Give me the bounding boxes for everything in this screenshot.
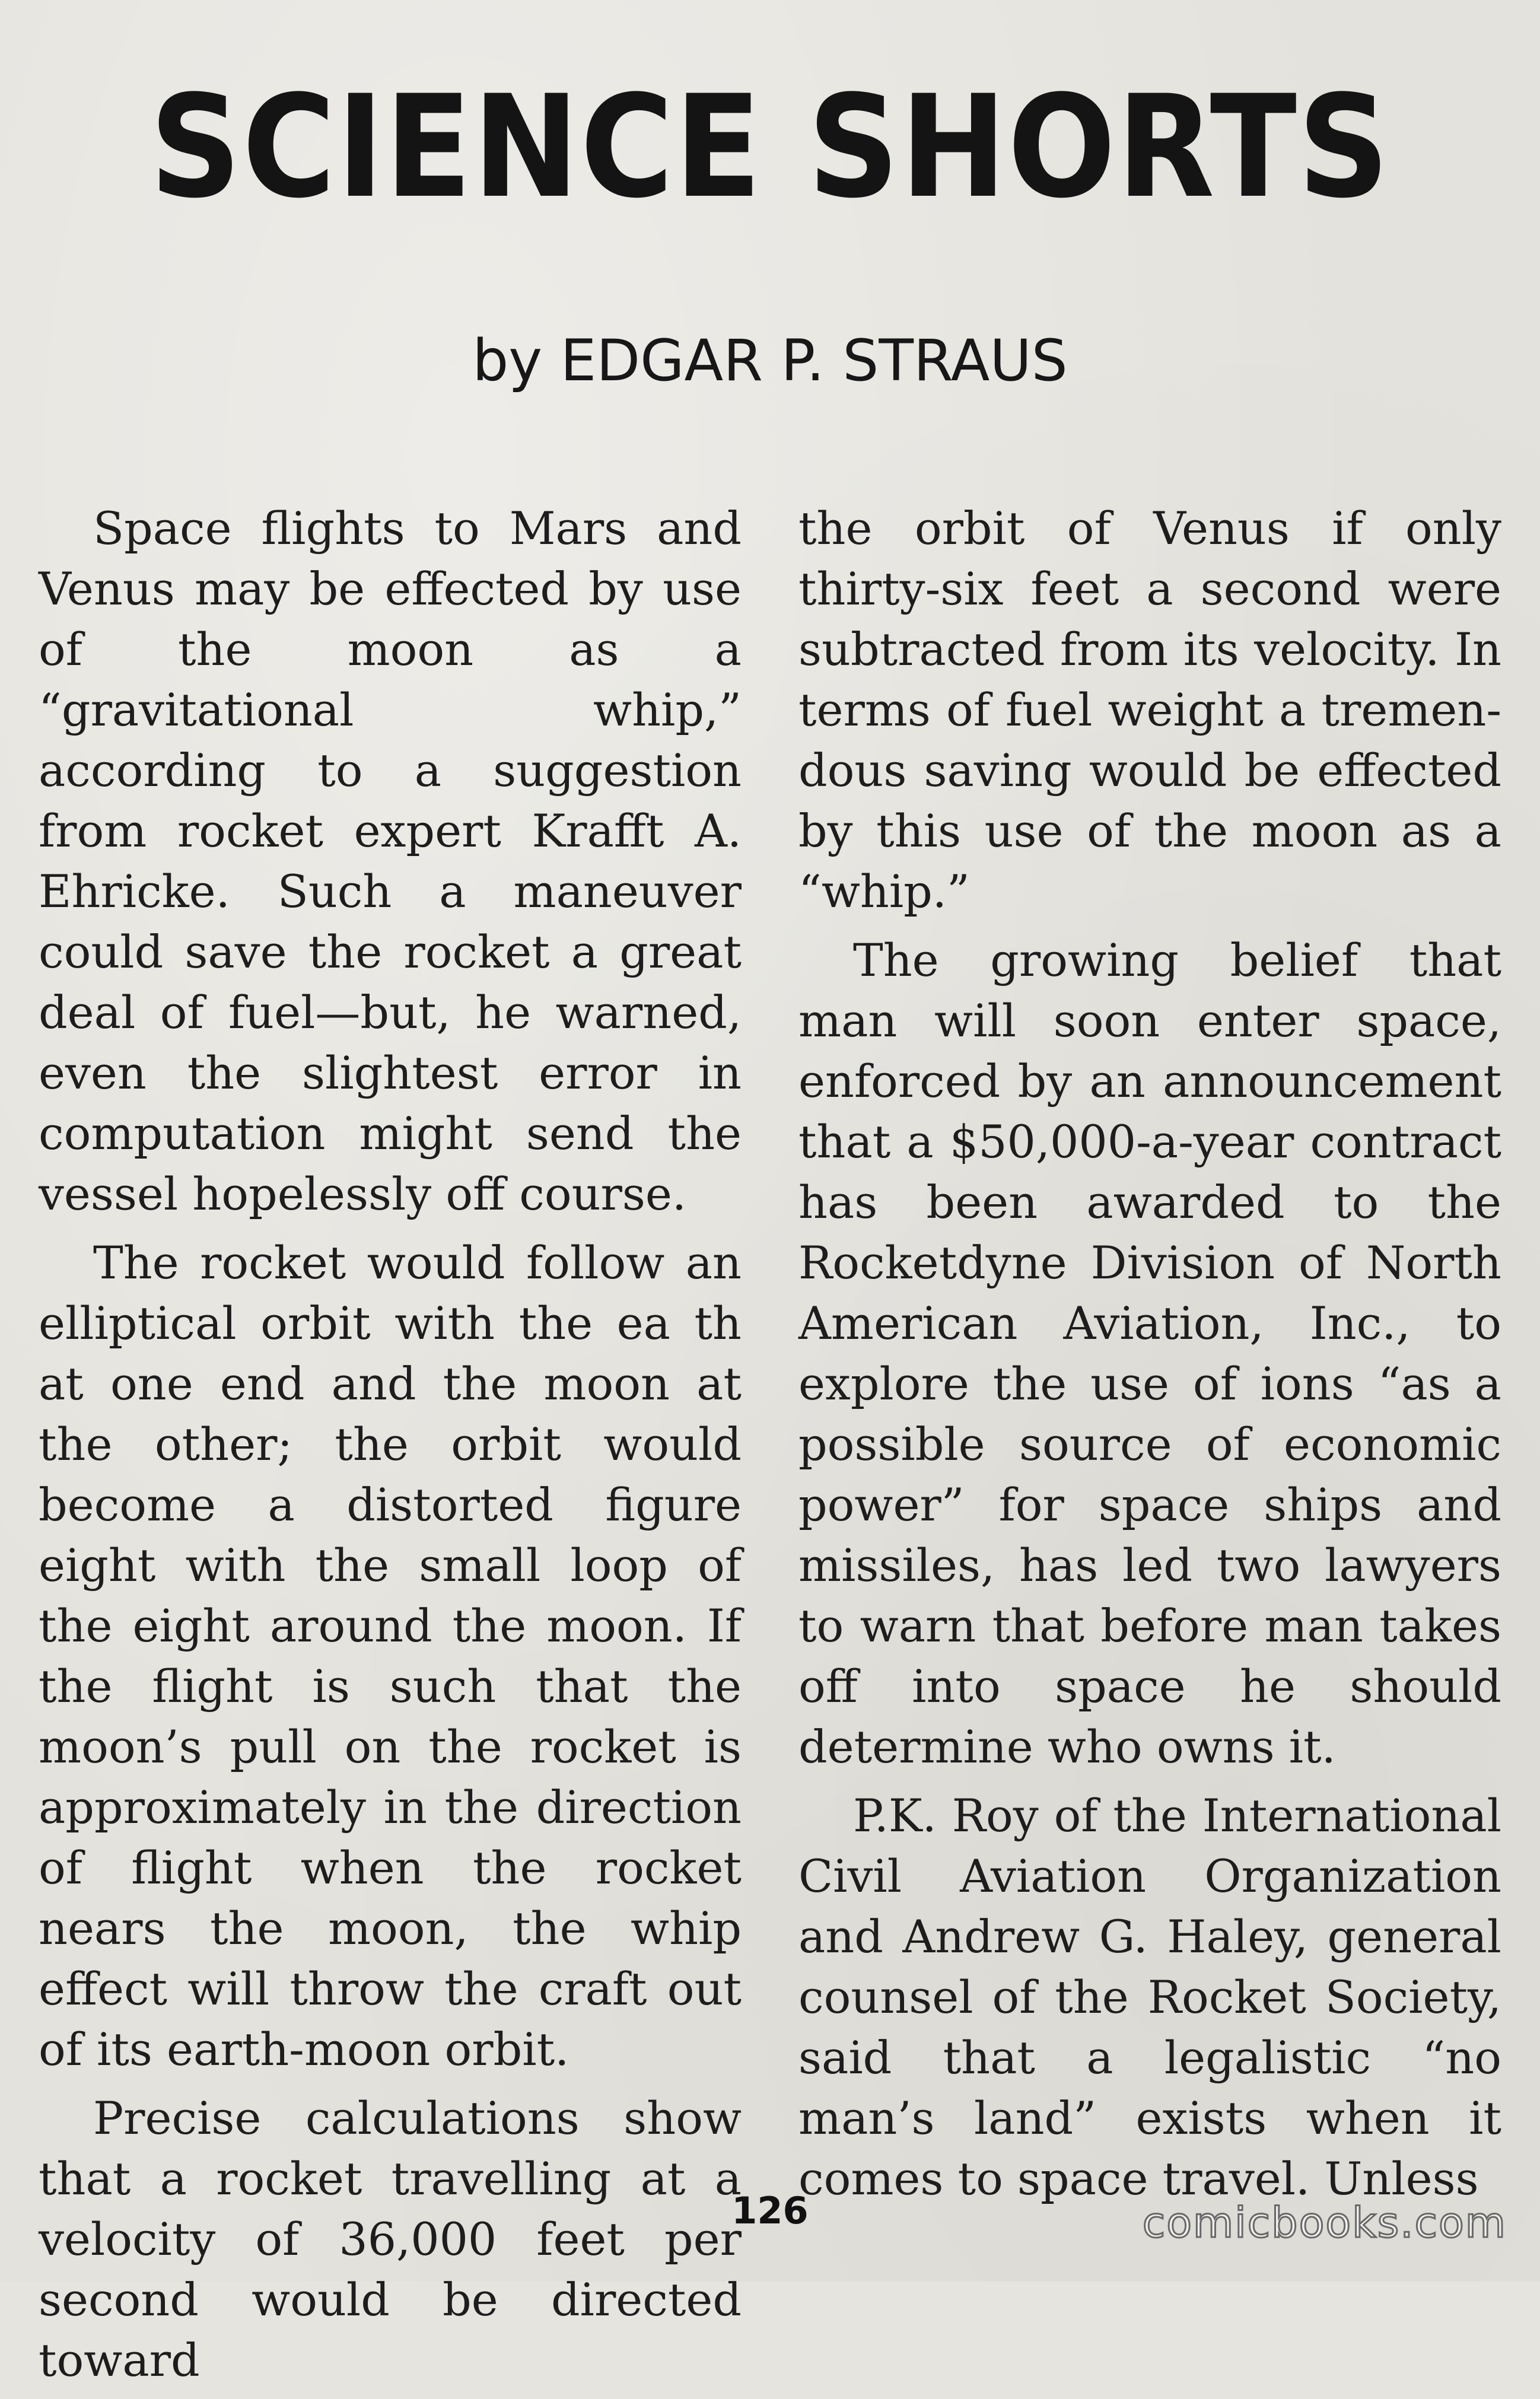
left-column bbox=[39, 498, 742, 2399]
paragraph: The growing belief that man will soon enter space, enforced by an announcement that a $50,000-a-year contract has been awarded to the Rocketdyne Division of North American Aviation, Inc., to explore the use of ions “as a possible source of economic power” for space ships and missiles, has led two lawyers to warn that before man takes off into space he should determine who owns it. bbox=[798, 934, 1501, 1773]
watermark: comicbooks.com bbox=[1142, 2198, 1507, 2247]
paragraph: P.K. Roy of the International Civil Aviation Organization and Andrew G. Haley, general counsel of the Rocket Society, said that a legalistic “no man’s land” exists when it comes to space travel. Unless bbox=[798, 1789, 1501, 2205]
article-title: SCIENCE SHORTS bbox=[149, 65, 1391, 230]
paragraph: the orbit of Venus if only thirty-six feet a second were subtracted from its velocity. In terms of fuel weight a tremendous saving would be effected by this use of the moon as a “whip.” bbox=[798, 502, 1501, 918]
right-column bbox=[798, 498, 1501, 2217]
byline: by EDGAR P. STRAUS bbox=[472, 327, 1068, 394]
paragraph: Space flights to Mars and Venus may be effected by use of the moon as a “gravitational whip,” according to a suggestion from rocket expert Krafft A. Ehricke. Such a maneuver could save the rocket a great deal of fuel—but, he warned, even the slightest error in computation might send the vessel hopelessly off course. bbox=[39, 502, 742, 1220]
paragraph: The rocket would follow an elliptical orbit with the ea th at one end and the moon at the other; the orbit would become a distorted figure eight with the small loop of the eight around the moon. If the flight is such that the moon’s pull on the rocket is approximately in the direction of flight when the rocket nears the moon, the whip effect will throw the craft out of its earth-moon orbit. bbox=[39, 1236, 742, 2076]
page-number: 126 bbox=[731, 2189, 809, 2232]
paragraph: Precise calculations show that a rocket travelling at a velocity of 36,000 feet per second would be directed toward bbox=[39, 2092, 742, 2387]
